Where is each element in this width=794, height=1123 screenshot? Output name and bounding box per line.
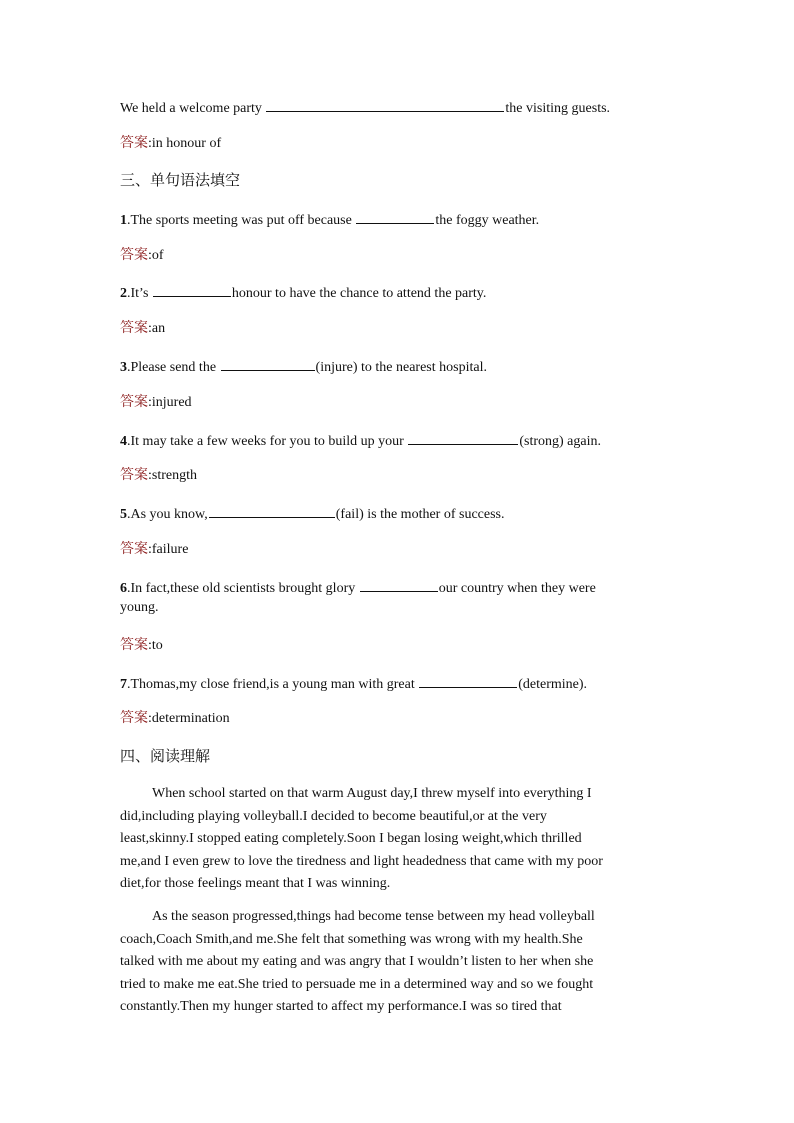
answer-sep: : (148, 321, 152, 336)
question-text: .It’s (127, 286, 149, 301)
answer-sep: : (148, 248, 152, 263)
question-text: .As you know, (127, 507, 208, 522)
reading-paragraph-2 (120, 906, 673, 1019)
section-4-title: 四、阅读理解 (120, 747, 211, 765)
answer-sep: : (148, 136, 152, 151)
question-text: the foggy weather. (435, 213, 540, 228)
answer-blank (356, 209, 434, 224)
paragraph-line: constantly.Then my hunger started to affect my performance.I was so tired that (120, 999, 562, 1014)
question-number: 4 (120, 434, 127, 449)
question-5 (120, 503, 505, 524)
answer-label: 答案 (120, 467, 148, 483)
question-text: honour to have the chance to attend the party. (231, 286, 487, 301)
answer-sep: : (148, 542, 152, 557)
answer-blank (408, 430, 518, 445)
answer-label: 答案 (120, 394, 148, 410)
answer-text: injured (151, 395, 192, 410)
question-text: (determine). (518, 677, 588, 692)
answer-sep: : (148, 395, 152, 410)
answer-label: 答案 (120, 637, 148, 653)
answer-sep: : (148, 468, 152, 483)
paragraph-line: me,and I even grew to love the tiredness and light headedness that came with my poor (120, 853, 603, 869)
answer-text: in honour of (151, 136, 222, 151)
answer-sep: : (148, 638, 152, 653)
question-text: (fail) is the mother of success. (335, 507, 505, 522)
question-number: 7 (120, 677, 127, 692)
answer-blank (153, 282, 231, 297)
answer-label: 答案 (120, 710, 148, 726)
answer-blank (419, 673, 517, 688)
answer-2 (120, 319, 165, 338)
question-1 (120, 209, 539, 230)
answer-label: 答案 (120, 135, 148, 151)
question-text: .In fact,these old scientists brought glory (127, 581, 356, 596)
answer-label: 答案 (120, 247, 148, 263)
answer-blank (266, 97, 504, 112)
paragraph-line: least,skinny.I stopped eating completely.Soon I began losing weight,which thrilled (120, 831, 582, 846)
welcome-after: the visiting guests. (505, 101, 611, 116)
question-number: 3 (120, 360, 127, 375)
section-3-title: 三、单句语法填空 (120, 171, 241, 189)
paragraph-line: diet,for those feelings meant that I was winning. (120, 876, 391, 891)
question-text: (strong) again. (519, 434, 601, 449)
question-number: 6 (120, 581, 127, 596)
answer-blank (221, 356, 315, 371)
question-number: 1 (120, 213, 127, 228)
paragraph-line: coach,Coach Smith,and me.She felt that something was wrong with my health.She (120, 931, 583, 947)
question-number: 2 (120, 286, 127, 301)
answer-1 (120, 246, 164, 265)
paragraph-line: talked with me about my eating and was angry that I wouldn’t listen to her when she (120, 954, 594, 969)
paragraph-line: did,including playing volleyball.I decided to become beautiful,or at the very (120, 808, 547, 824)
question-7 (120, 673, 587, 694)
answer-6 (120, 636, 163, 655)
question-number: 5 (120, 507, 127, 522)
question-4 (120, 430, 601, 451)
welcome-before: We held a welcome party (120, 101, 262, 116)
paragraph-line: tried to make me eat.She tried to persuade me in a determined way and so we fought (120, 976, 594, 992)
welcome-sentence (120, 97, 610, 118)
answer-text: determination (151, 711, 230, 726)
answer-5 (120, 540, 188, 559)
welcome-answer (120, 134, 221, 153)
answer-text: strength (151, 468, 197, 483)
answer-text: failure (151, 542, 189, 557)
question-6 (120, 577, 596, 598)
question-text: .Thomas,my close friend,is a young man with great (127, 677, 415, 692)
answer-sep: : (148, 711, 152, 726)
answer-blank (209, 503, 335, 518)
answer-text: of (151, 248, 164, 263)
question-text: .The sports meeting was put off because (127, 213, 352, 228)
question-6-cont: young. (120, 600, 159, 615)
answer-label: 答案 (120, 320, 148, 336)
paragraph-line: When school started on that warm August day,I threw myself into everything I (152, 786, 592, 801)
answer-blank (360, 577, 438, 592)
question-text: our country when they were (438, 581, 596, 596)
answer-label: 答案 (120, 541, 148, 557)
answer-text: an (151, 321, 166, 336)
answer-4 (120, 466, 197, 485)
paragraph-line: As the season progressed,things had become tense between my head volleyball (152, 909, 595, 924)
answer-3 (120, 393, 192, 412)
question-text: (injure) to the nearest hospital. (315, 360, 487, 375)
answer-7 (120, 709, 230, 728)
question-text: .It may take a few weeks for you to build up your (127, 434, 404, 449)
question-3 (120, 356, 487, 377)
question-2 (120, 282, 486, 303)
answer-text: to (151, 638, 163, 653)
question-text: .Please send the (127, 360, 217, 375)
reading-paragraph-1 (120, 783, 673, 896)
